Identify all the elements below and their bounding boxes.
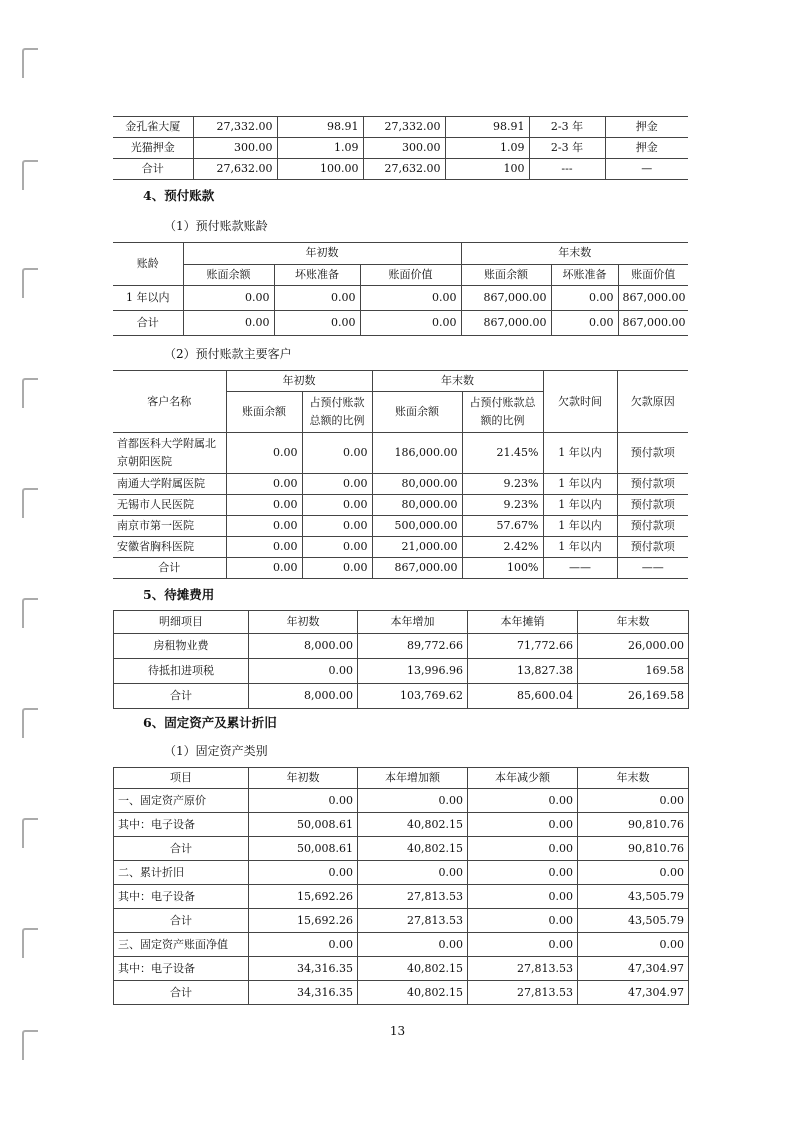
table-header: 本年减少额 xyxy=(468,768,578,789)
table-header-row xyxy=(114,768,689,789)
table-cell: 预付款项 xyxy=(617,537,688,558)
table-cell: 0.00 xyxy=(226,537,302,558)
section-5-title: 5、待摊费用 xyxy=(143,587,215,602)
table-row xyxy=(114,909,689,933)
table-cell: 8,000.00 xyxy=(249,634,358,659)
binder-mark xyxy=(22,48,38,78)
table-row xyxy=(114,789,689,813)
table-cell: 0.00 xyxy=(551,311,618,336)
table-cell: 待抵扣进项税 xyxy=(114,659,249,684)
table-cell: 押金 xyxy=(605,138,688,159)
prepayment-aging-table xyxy=(113,242,688,336)
table-cell: 0.00 xyxy=(468,813,578,837)
table-cell: 合计 xyxy=(113,558,226,579)
binder-mark xyxy=(22,378,38,408)
table-header: 坏账准备 xyxy=(274,264,360,286)
binder-mark xyxy=(22,598,38,628)
table-header-row xyxy=(113,371,688,392)
table-cell: 0.00 xyxy=(226,558,302,579)
table-cell: 光猫押金 xyxy=(113,138,193,159)
table-header: 本年增加额 xyxy=(358,768,468,789)
table-row xyxy=(113,474,688,495)
table-cell: 押金 xyxy=(605,117,688,138)
table-cell: 71,772.66 xyxy=(468,634,578,659)
table-header: 本年摊销 xyxy=(468,611,578,634)
table-cell: 85,600.04 xyxy=(468,684,578,709)
table-cell: 0.00 xyxy=(226,516,302,537)
table-cell: 0.00 xyxy=(226,495,302,516)
table-cell: 80,000.00 xyxy=(372,474,462,495)
table-cell: 300.00 xyxy=(193,138,277,159)
section-4-title: 4、预付账款 xyxy=(143,188,215,203)
table-cell: 34,316.35 xyxy=(249,957,358,981)
table-row xyxy=(113,495,688,516)
table-cell: 13,996.96 xyxy=(358,659,468,684)
table-cell: 34,316.35 xyxy=(249,981,358,1005)
table-cell: 0.00 xyxy=(358,861,468,885)
table-cell: 三、固定资产账面净值 xyxy=(114,933,249,957)
table-cell: 0.00 xyxy=(249,789,358,813)
table-cell: 9.23% xyxy=(462,474,543,495)
table-cell: 300.00 xyxy=(363,138,445,159)
table-cell: 0.00 xyxy=(468,885,578,909)
table-row xyxy=(113,433,688,474)
binder-mark xyxy=(22,708,38,738)
table-cell: 0.00 xyxy=(360,311,461,336)
table-cell: 0.00 xyxy=(360,286,461,311)
table-row xyxy=(113,159,688,180)
table-cell: 9.23% xyxy=(462,495,543,516)
table-cell: 27,332.00 xyxy=(193,117,277,138)
table-row xyxy=(114,861,689,885)
table-header: 明细项目 xyxy=(114,611,249,634)
table-row xyxy=(114,957,689,981)
table-cell: 27,632.00 xyxy=(363,159,445,180)
binder-mark xyxy=(22,488,38,518)
table-cell: 其中：电子设备 xyxy=(114,885,249,909)
table-cell: 1.09 xyxy=(445,138,529,159)
table-cell: 南京市第一医院 xyxy=(113,516,226,537)
table-cell: 2-3 年 xyxy=(529,117,605,138)
table-cell: 90,810.76 xyxy=(578,837,689,861)
table-cell: 98.91 xyxy=(445,117,529,138)
table-row xyxy=(113,117,688,138)
prepayment-customers-table xyxy=(113,370,688,579)
table-header: 本年增加 xyxy=(358,611,468,634)
table-cell: 40,802.15 xyxy=(358,837,468,861)
section-6-title: 6、固定资产及累计折旧 xyxy=(143,715,277,730)
table-cell: 89,772.66 xyxy=(358,634,468,659)
table-cell: 南通大学附属医院 xyxy=(113,474,226,495)
table-row xyxy=(114,933,689,957)
table-row xyxy=(113,138,688,159)
table-cell: 0.00 xyxy=(249,861,358,885)
table-cell: 80,000.00 xyxy=(372,495,462,516)
table-cell: 其中：电子设备 xyxy=(114,957,249,981)
table-header: 账面余额 xyxy=(461,264,551,286)
fixed-assets-table xyxy=(113,767,689,1005)
table-row xyxy=(114,813,689,837)
table-cell: 0.00 xyxy=(302,433,372,474)
table-cell: 50,008.61 xyxy=(249,837,358,861)
table-cell: 合计 xyxy=(114,981,249,1005)
table-header: 账面价值 xyxy=(618,264,688,286)
table-row xyxy=(113,516,688,537)
table-cell: 867,000.00 xyxy=(461,311,551,336)
table-header: 项目 xyxy=(114,768,249,789)
table-cell: 0.00 xyxy=(249,933,358,957)
table-cell: 合计 xyxy=(114,684,249,709)
table-cell: 0.00 xyxy=(302,474,372,495)
table-cell: 0.00 xyxy=(578,861,689,885)
table-header: 账面余额 xyxy=(372,392,462,433)
table-cell: 50,008.61 xyxy=(249,813,358,837)
table-cell: 0.00 xyxy=(468,789,578,813)
table-cell: 0.00 xyxy=(468,933,578,957)
table-header: 账面余额 xyxy=(183,264,274,286)
table-cell: 0.00 xyxy=(468,837,578,861)
table-cell: 40,802.15 xyxy=(358,981,468,1005)
table-cell: 预付款项 xyxy=(617,516,688,537)
table-cell: 0.00 xyxy=(551,286,618,311)
table-header: 欠款原因 xyxy=(617,371,688,433)
table-header: 欠款时间 xyxy=(543,371,617,433)
table-cell: 15,692.26 xyxy=(249,909,358,933)
table-cell: 0.00 xyxy=(302,516,372,537)
table-cell: 500,000.00 xyxy=(372,516,462,537)
table-cell: 43,505.79 xyxy=(578,885,689,909)
table-cell: 27,813.53 xyxy=(358,885,468,909)
table-cell: 27,813.53 xyxy=(468,957,578,981)
table-cell: 0.00 xyxy=(226,433,302,474)
table-cell: 867,000.00 xyxy=(618,286,688,311)
table-cell: 二、累计折旧 xyxy=(114,861,249,885)
table-cell: 40,802.15 xyxy=(358,957,468,981)
table-cell: 首都医科大学附属北京朝阳医院 xyxy=(113,433,226,474)
table-header: 账面余额 xyxy=(226,392,302,433)
table-header-row xyxy=(114,611,689,634)
table-cell: 0.00 xyxy=(249,659,358,684)
table-cell: 0.00 xyxy=(226,474,302,495)
table-row xyxy=(114,634,689,659)
table-cell: 0.00 xyxy=(302,537,372,558)
table-cell: 186,000.00 xyxy=(372,433,462,474)
table-header: 账龄 xyxy=(113,243,183,286)
table-cell: 47,304.97 xyxy=(578,957,689,981)
binder-mark xyxy=(22,818,38,848)
table-cell: 47,304.97 xyxy=(578,981,689,1005)
binder-mark xyxy=(22,268,38,298)
table-cell: 103,769.62 xyxy=(358,684,468,709)
table-cell: 无锡市人民医院 xyxy=(113,495,226,516)
table-header: 年初数 xyxy=(226,371,372,392)
table-cell: 金孔雀大厦 xyxy=(113,117,193,138)
binder-mark xyxy=(22,928,38,958)
table-header: 客户名称 xyxy=(113,371,226,433)
table-header: 占预付账款总额的比例 xyxy=(302,392,372,433)
table-cell: 15,692.26 xyxy=(249,885,358,909)
table-cell: 98.91 xyxy=(277,117,363,138)
table-cell: 26,169.58 xyxy=(578,684,689,709)
table-cell: 0.00 xyxy=(468,909,578,933)
table-cell: 100% xyxy=(462,558,543,579)
table-cell: 0.00 xyxy=(302,558,372,579)
table-cell: 合计 xyxy=(113,311,183,336)
table-cell: 预付款项 xyxy=(617,495,688,516)
table-cell: 合计 xyxy=(114,837,249,861)
table-cell: 1 年以内 xyxy=(543,495,617,516)
table-header-row xyxy=(113,243,688,265)
table-header: 年初数 xyxy=(183,243,461,265)
deposit-table xyxy=(113,116,688,180)
table-cell: —— xyxy=(543,558,617,579)
table-cell: 8,000.00 xyxy=(249,684,358,709)
table-cell: 169.58 xyxy=(578,659,689,684)
table-cell: 0.00 xyxy=(274,311,360,336)
table-cell: 0.00 xyxy=(302,495,372,516)
table-cell: 0.00 xyxy=(183,311,274,336)
table-cell: — xyxy=(605,159,688,180)
table-cell: 0.00 xyxy=(183,286,274,311)
table-cell: 26,000.00 xyxy=(578,634,689,659)
table-cell: 57.67% xyxy=(462,516,543,537)
table-cell: 867,000.00 xyxy=(461,286,551,311)
table-cell: 2-3 年 xyxy=(529,138,605,159)
table-cell: 1 年以内 xyxy=(113,286,183,311)
table-cell: 27,632.00 xyxy=(193,159,277,180)
table-cell: 1 年以内 xyxy=(543,474,617,495)
section-4-subtitle-2: （2）预付账款主要客户 xyxy=(164,347,292,361)
table-cell: 房租物业费 xyxy=(114,634,249,659)
table-row xyxy=(113,537,688,558)
table-cell: 合计 xyxy=(114,909,249,933)
table-row xyxy=(114,659,689,684)
table-cell: 0.00 xyxy=(358,933,468,957)
table-cell: 90,810.76 xyxy=(578,813,689,837)
table-header-row xyxy=(113,264,688,286)
table-cell: 40,802.15 xyxy=(358,813,468,837)
table-cell: 867,000.00 xyxy=(372,558,462,579)
table-cell: 100 xyxy=(445,159,529,180)
table-cell: 合计 xyxy=(113,159,193,180)
table-cell: 安徽省胸科医院 xyxy=(113,537,226,558)
table-header: 年末数 xyxy=(578,768,689,789)
table-cell: 预付款项 xyxy=(617,433,688,474)
table-cell: 21,000.00 xyxy=(372,537,462,558)
table-header: 坏账准备 xyxy=(551,264,618,286)
table-cell: —— xyxy=(617,558,688,579)
table-cell: 13,827.38 xyxy=(468,659,578,684)
binder-mark xyxy=(22,160,38,190)
table-cell: 预付款项 xyxy=(617,474,688,495)
page-number: 13 xyxy=(389,1024,406,1038)
table-header: 年末数 xyxy=(372,371,543,392)
table-cell: 1 年以内 xyxy=(543,433,617,474)
table-cell: 27,813.53 xyxy=(358,909,468,933)
table-header: 年末数 xyxy=(578,611,689,634)
table-header: 年末数 xyxy=(461,243,688,265)
table-header: 年初数 xyxy=(249,611,358,634)
table-cell: 0.00 xyxy=(274,286,360,311)
table-row xyxy=(113,558,688,579)
table-cell: 100.00 xyxy=(277,159,363,180)
table-cell: 一、固定资产原价 xyxy=(114,789,249,813)
table-row xyxy=(114,837,689,861)
table-cell: 21.45% xyxy=(462,433,543,474)
table-cell: 27,332.00 xyxy=(363,117,445,138)
table-cell: 1.09 xyxy=(277,138,363,159)
table-cell: 1 年以内 xyxy=(543,516,617,537)
table-row xyxy=(114,885,689,909)
table-cell: 27,813.53 xyxy=(468,981,578,1005)
table-cell: 0.00 xyxy=(468,861,578,885)
table-header: 占预付账款总额的比例 xyxy=(462,392,543,433)
table-row xyxy=(113,311,688,336)
table-header: 账面价值 xyxy=(360,264,461,286)
table-cell: 0.00 xyxy=(358,789,468,813)
table-cell: 0.00 xyxy=(578,789,689,813)
deferred-expenses-table xyxy=(113,610,689,709)
table-row xyxy=(114,684,689,709)
table-cell: 0.00 xyxy=(578,933,689,957)
table-cell: 2.42% xyxy=(462,537,543,558)
section-6-subtitle-1: （1）固定资产类别 xyxy=(164,744,268,758)
table-cell: 1 年以内 xyxy=(543,537,617,558)
table-row xyxy=(113,286,688,311)
table-cell: 43,505.79 xyxy=(578,909,689,933)
table-cell: 867,000.00 xyxy=(618,311,688,336)
section-4-subtitle-1: （1）预付账款账龄 xyxy=(164,219,268,233)
table-cell: 其中：电子设备 xyxy=(114,813,249,837)
table-row xyxy=(114,981,689,1005)
table-cell: --- xyxy=(529,159,605,180)
table-header: 年初数 xyxy=(249,768,358,789)
